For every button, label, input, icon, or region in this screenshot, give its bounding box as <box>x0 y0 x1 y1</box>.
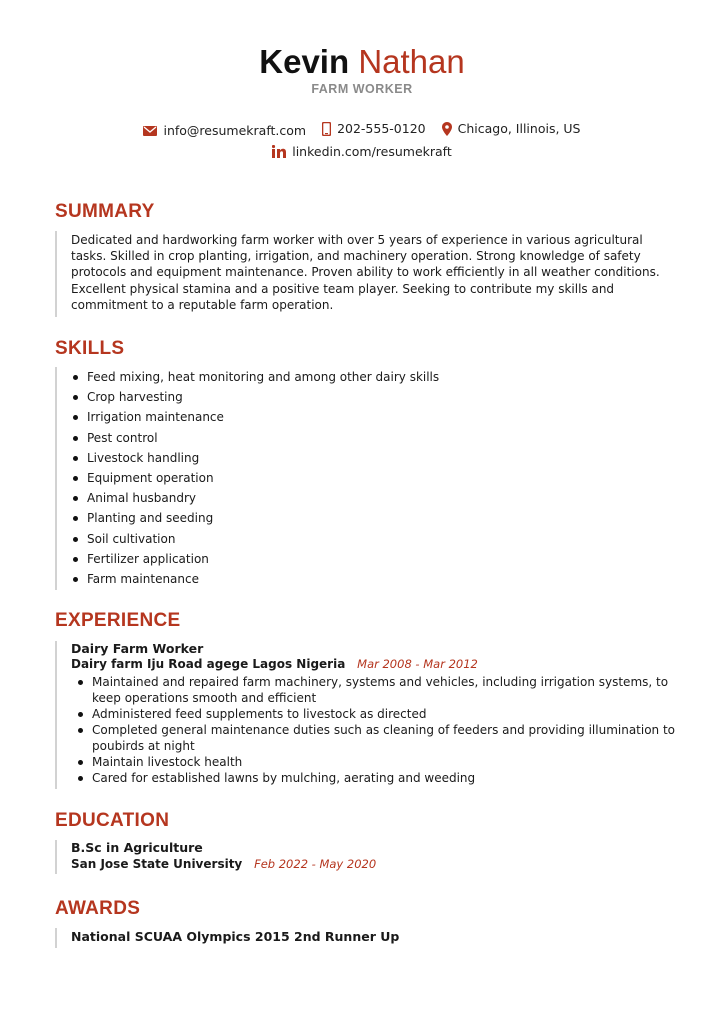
experience-bullet: Completed general maintenance duties such as cleaning of feeders and providing illumination to poubirds at night <box>76 722 681 754</box>
education-divider <box>55 840 57 874</box>
skill-item: Feed mixing, heat monitoring and among other dairy skills <box>71 367 439 387</box>
skills-heading: SKILLS <box>55 338 125 359</box>
awards-divider <box>55 928 57 948</box>
phone-text: 202-555-0120 <box>337 121 426 136</box>
education-dates: Feb 2022 - May 2020 <box>254 857 377 871</box>
skill-item: Irrigation maintenance <box>71 407 439 427</box>
skill-item: Animal husbandry <box>71 488 439 508</box>
experience-bullet: Cared for established lawns by mulching, aerating and weeding <box>76 770 681 786</box>
experience-heading: EXPERIENCE <box>55 610 181 631</box>
skills-divider <box>55 367 57 590</box>
skill-item: Equipment operation <box>71 468 439 488</box>
skills-list <box>71 367 439 589</box>
location-pin-icon <box>442 122 452 136</box>
awards-heading: AWARDS <box>55 898 141 919</box>
linkedin-row <box>0 144 724 161</box>
company-name: Dairy farm Iju Road agege Lagos Nigeria <box>71 657 346 671</box>
linkedin-text: linkedin.com/resumekraft <box>292 144 452 159</box>
award-item: National SCUAA Olympics 2015 2nd Runner Up <box>71 929 400 944</box>
last-name: Nathan <box>358 43 465 80</box>
education-heading: EDUCATION <box>55 810 170 831</box>
summary-text: Dedicated and hardworking farm worker with over 5 years of experience in various agricultural tasks. Skilled in crop planting, irrigation, and machinery operation. Strong knowledge of safety protocols and equipment maintenance. Proven ability to work efficiently in all weather conditions. Excellent physical stamina and a positive team player. Seeking to contribute my skills and commitment to a reputable farm operation. <box>71 233 660 312</box>
email-text: info@resumekraft.com <box>163 123 307 138</box>
linkedin-contact[interactable] <box>272 144 452 159</box>
skill-item: Soil cultivation <box>71 529 439 549</box>
summary-divider <box>55 231 57 317</box>
linkedin-icon <box>272 145 286 158</box>
experience-divider <box>55 641 57 789</box>
job-company-line <box>71 657 478 671</box>
experience-bullet: Maintained and repaired farm machinery, systems and vehicles, including irrigation systems, to keep operations smooth and efficient <box>76 674 681 706</box>
skill-item: Crop harvesting <box>71 387 439 407</box>
summary-heading: SUMMARY <box>55 201 155 222</box>
skill-item: Livestock handling <box>71 448 439 468</box>
job-title: Dairy Farm Worker <box>71 641 204 656</box>
envelope-icon <box>143 126 157 136</box>
email-contact[interactable] <box>143 123 306 138</box>
skill-item: Fertilizer application <box>71 549 439 569</box>
skill-item: Farm maintenance <box>71 569 439 589</box>
first-name: Kevin <box>259 43 350 80</box>
experience-bullets <box>76 674 681 786</box>
phone-contact[interactable] <box>322 121 426 136</box>
job-dates: Mar 2008 - Mar 2012 <box>357 657 478 671</box>
location-text: Chicago, Illinois, US <box>457 121 581 136</box>
contact-row <box>0 121 724 139</box>
experience-bullet: Maintain livestock health <box>76 754 681 770</box>
skill-item: Planting and seeding <box>71 508 439 528</box>
degree: B.Sc in Agriculture <box>71 840 203 855</box>
candidate-name <box>0 42 724 82</box>
experience-bullet: Administered feed supplements to livestock as directed <box>76 706 681 722</box>
location-contact <box>442 121 581 136</box>
phone-icon <box>322 122 331 136</box>
school-line <box>71 857 376 871</box>
skill-item: Pest control <box>71 428 439 448</box>
job-role: FARM WORKER <box>311 82 413 96</box>
school-name: San Jose State University <box>71 857 243 871</box>
